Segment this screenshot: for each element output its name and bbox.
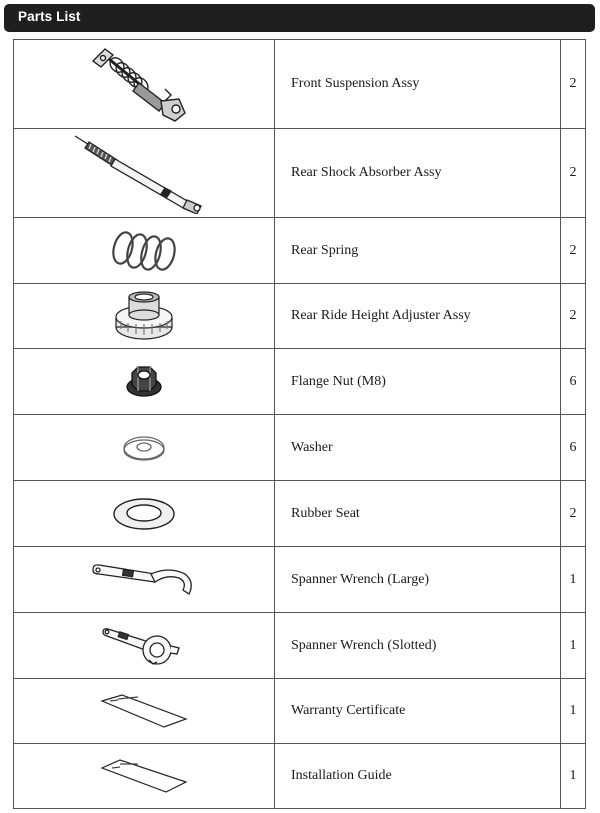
part-name: Flange Nut (M8)	[275, 349, 561, 415]
washer-icon	[14, 434, 274, 462]
spanner-wrench-slotted-icon	[14, 626, 274, 666]
table-row	[14, 129, 586, 218]
part-name: Front Suspension Assy	[275, 40, 561, 129]
part-image-cell	[14, 284, 275, 349]
part-name: Warranty Certificate	[275, 679, 561, 744]
part-image-cell	[14, 415, 275, 481]
part-name: Rear Ride Height Adjuster Assy	[275, 284, 561, 349]
table-row	[14, 218, 586, 284]
part-quantity: 1	[561, 679, 586, 744]
part-quantity: 1	[561, 547, 586, 613]
parts-table	[13, 39, 586, 809]
part-image-cell	[14, 679, 275, 744]
part-image-cell	[14, 129, 275, 218]
part-image-cell	[14, 613, 275, 679]
part-name: Washer	[275, 415, 561, 481]
part-image-cell	[14, 349, 275, 415]
header-bar	[4, 4, 595, 32]
part-name: Rear Spring	[275, 218, 561, 284]
table-row	[14, 40, 586, 129]
part-name: Spanner Wrench (Slotted)	[275, 613, 561, 679]
rear-shock-icon	[14, 132, 274, 214]
part-quantity: 2	[561, 218, 586, 284]
part-name: Spanner Wrench (Large)	[275, 547, 561, 613]
page-title: Parts List	[18, 9, 81, 24]
rear-spring-icon	[14, 224, 274, 278]
part-image-cell	[14, 744, 275, 809]
part-image-cell	[14, 547, 275, 613]
table-row	[14, 744, 586, 809]
part-quantity: 2	[561, 40, 586, 129]
front-suspension-icon	[14, 43, 274, 125]
table-row	[14, 547, 586, 613]
installation-guide-icon	[14, 758, 274, 794]
ride-height-adjuster-icon	[14, 287, 274, 345]
part-name: Rubber Seat	[275, 481, 561, 547]
part-quantity: 6	[561, 349, 586, 415]
part-name: Installation Guide	[275, 744, 561, 809]
table-row	[14, 481, 586, 547]
warranty-certificate-icon	[14, 693, 274, 729]
part-quantity: 1	[561, 744, 586, 809]
part-quantity: 6	[561, 415, 586, 481]
part-quantity: 2	[561, 284, 586, 349]
table-row	[14, 415, 586, 481]
rubber-seat-icon	[14, 496, 274, 532]
spanner-wrench-large-icon	[14, 560, 274, 600]
part-quantity: 1	[561, 613, 586, 679]
table-row	[14, 349, 586, 415]
part-image-cell	[14, 481, 275, 547]
table-row	[14, 284, 586, 349]
table-row	[14, 613, 586, 679]
part-quantity: 2	[561, 129, 586, 218]
part-name: Rear Shock Absorber Assy	[275, 129, 561, 218]
table-row	[14, 679, 586, 744]
part-image-cell	[14, 218, 275, 284]
part-image-cell	[14, 40, 275, 129]
part-quantity: 2	[561, 481, 586, 547]
flange-nut-icon	[14, 365, 274, 399]
